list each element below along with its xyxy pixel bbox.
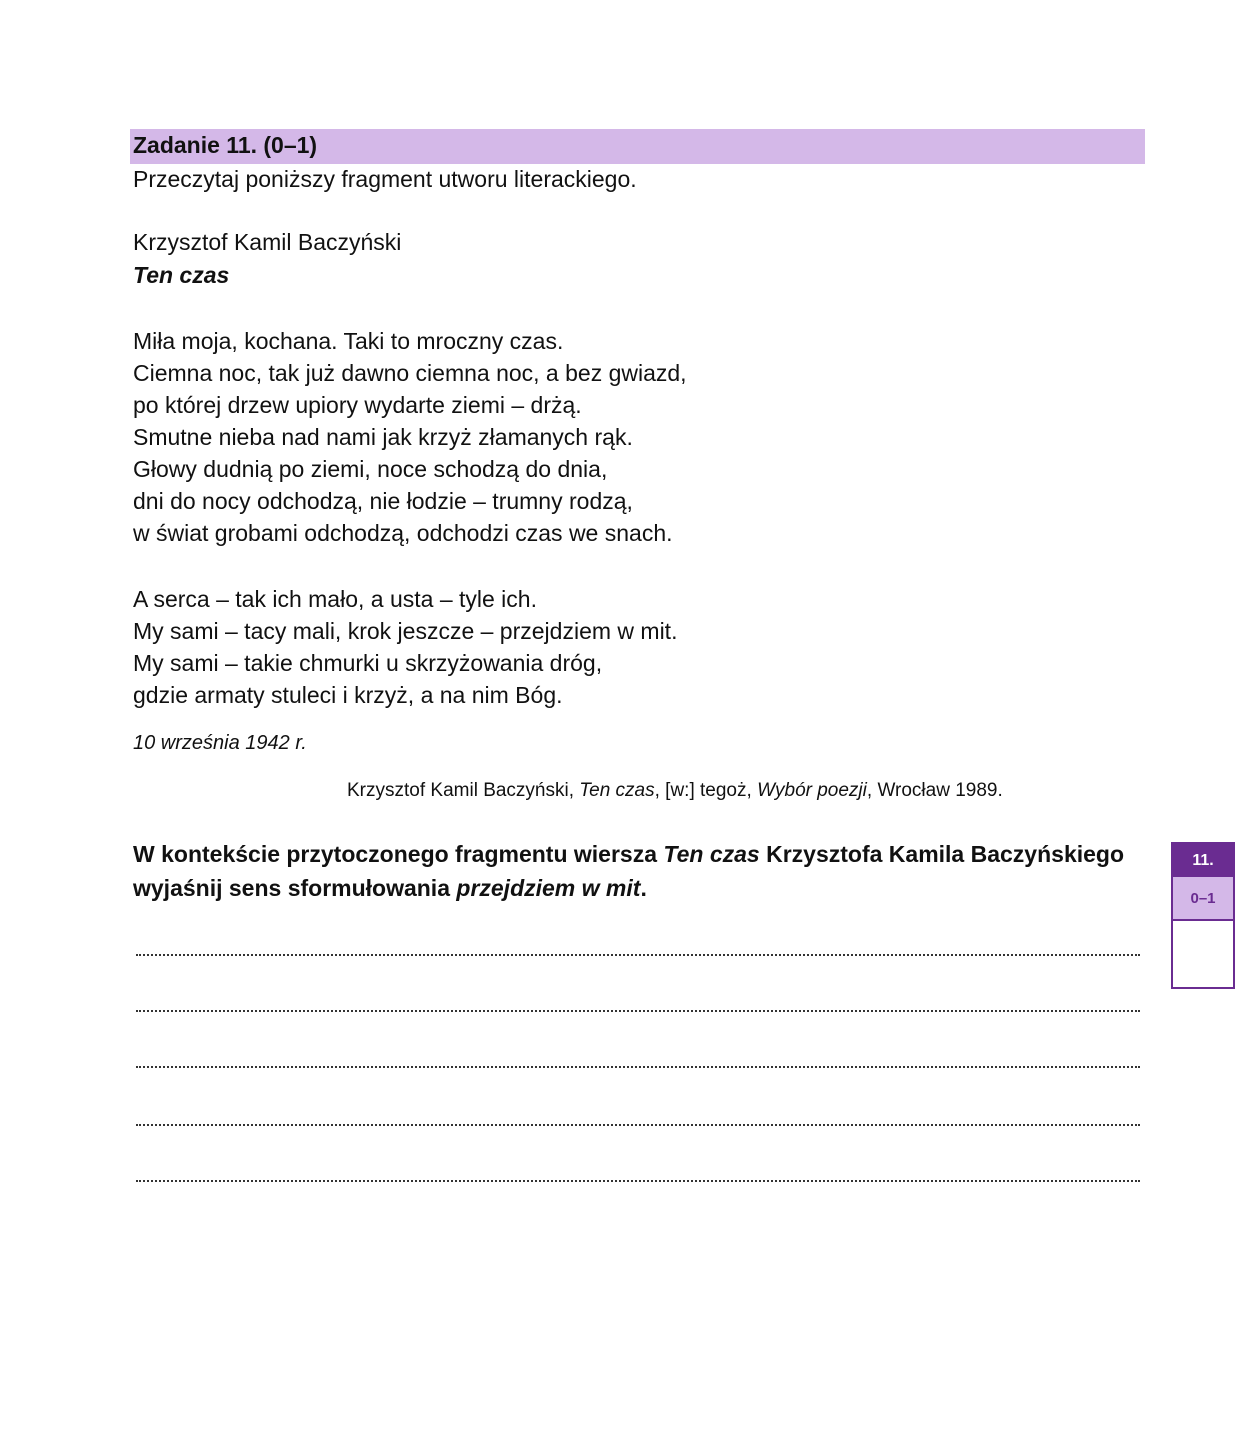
poem-date: 10 września 1942 r. [133,732,307,754]
poem-line: dni do nocy odchodzą, nie łodzie – trumny rodzą, [133,488,633,514]
task-header-text: Zadanie 11. (0–1) [133,132,318,158]
poem-line: po której drzew upiory wydarte ziemi – drżą. [133,392,582,418]
poem-line: My sami – tacy mali, krok jeszcze – przejdziem w mit. [133,618,678,644]
source-author: Krzysztof Kamil Baczyński, [347,780,580,801]
question-part: W kontekście przytoczonego fragmentu wiersza [133,841,664,867]
question-part: Krzysztofa Kamila Baczyńskiego wyjaśnij sens sformułowania [133,841,1125,901]
poem-stanza-1 [133,325,687,549]
score-box [1171,842,1235,989]
source-end: , Wrocław 1989. [866,780,1003,801]
answer-line[interactable] [136,1066,1140,1068]
answer-line[interactable] [136,1180,1140,1182]
task-instruction: Przeczytaj poniższy fragment utworu literackiego. [133,166,637,192]
score-task-number: 11. [1173,844,1233,877]
answer-line[interactable] [136,1124,1140,1126]
poem-line: A serca – tak ich mało, a usta – tyle ich. [133,586,537,612]
answer-line[interactable] [136,1010,1140,1012]
task-header [130,129,1145,164]
source-book: Wybór poezji [757,780,867,801]
poem-title: Ten czas [133,262,230,288]
question-text [133,837,1143,905]
score-range: 0–1 [1173,877,1233,921]
poem-line: My sami – takie chmurki u skrzyżowania dróg, [133,650,603,676]
poem-line: Ciemna noc, tak już dawno ciemna noc, a bez gwiazd, [133,360,687,386]
poem-line: Głowy dudnią po ziemi, noce schodzą do dnia, [133,456,608,482]
answer-line[interactable] [136,954,1140,956]
poem-line: gdzie armaty stuleci i krzyż, a na nim Bóg. [133,682,563,708]
source-title: Ten czas [579,780,655,801]
poem-line: Miła moja, kochana. Taki to mroczny czas. [133,328,564,354]
source-middle: , [w:] tegoż, [654,780,758,801]
poem-author: Krzysztof Kamil Baczyński [133,229,402,255]
poem-line: w świat grobami odchodzą, odchodzi czas we snach. [133,520,673,546]
question-phrase: przejdziem w mit [456,875,641,901]
poem-line: Smutne nieba nad nami jak krzyż złamanych rąk. [133,424,633,450]
question-poem-title: Ten czas [663,841,760,867]
question-part: . [640,875,647,901]
source-citation [347,780,1003,802]
poem-stanza-2 [133,583,677,711]
